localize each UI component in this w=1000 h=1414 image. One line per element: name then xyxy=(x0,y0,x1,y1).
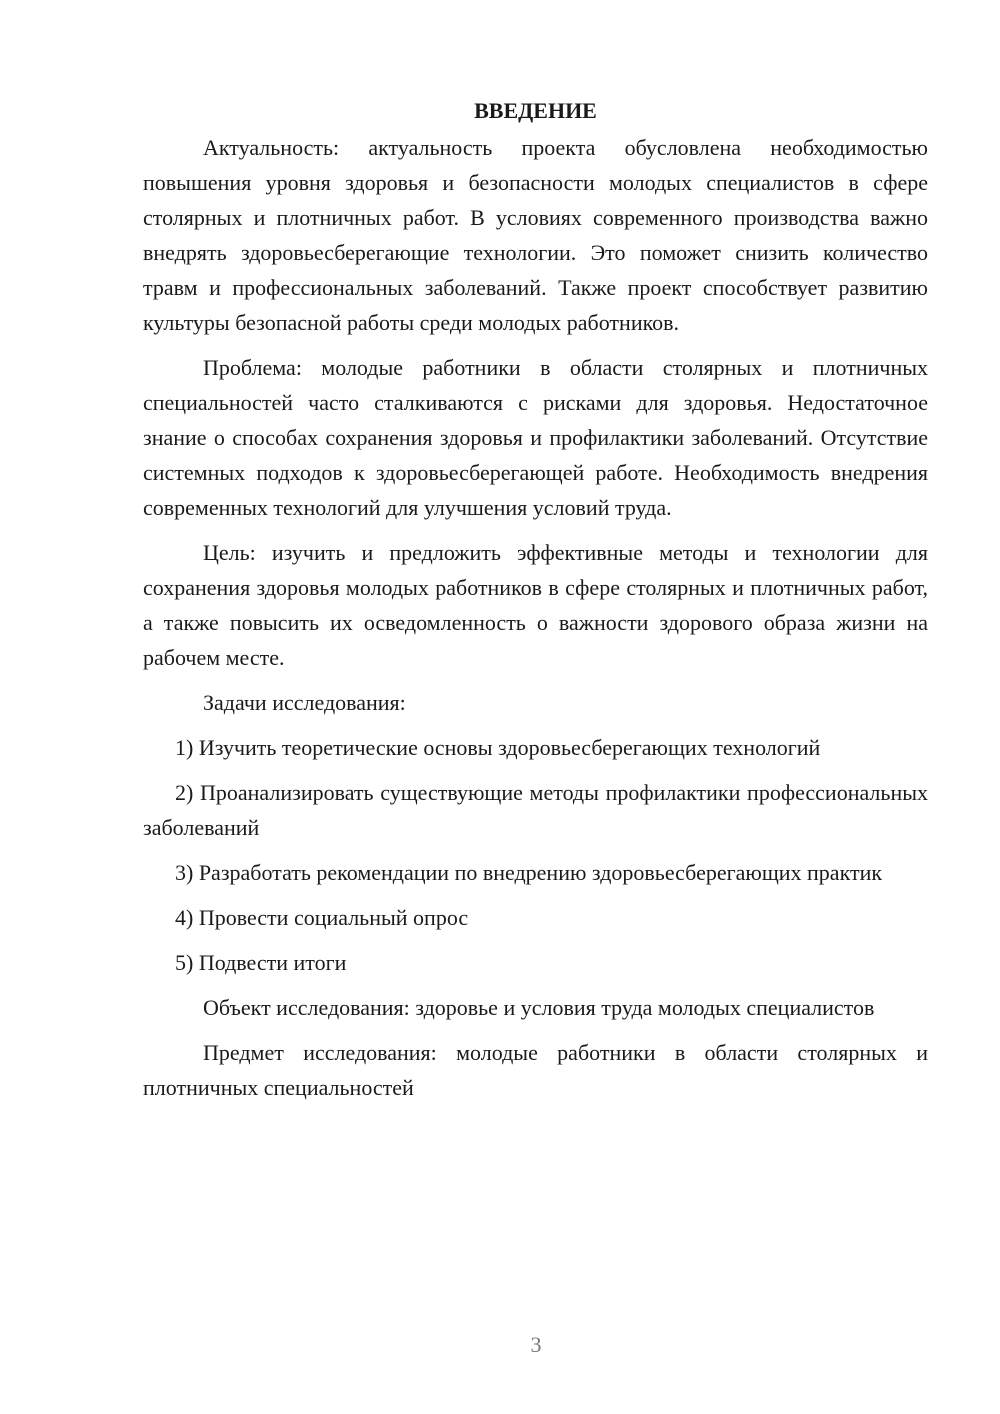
problem-paragraph: Проблема: молодые работники в области столярных и плотничных специальностей часто сталкиваются с рисками для здоровья. Недостаточное знание о способах сохранения здоровья и профилактики заболеваний. Отсутствие системных подходов к здоровьесберегающей работе. Необходимость внедрения современных технологий для улучшения условий труда. xyxy=(143,355,928,520)
page-number: 3 xyxy=(530,1332,542,1357)
page-content xyxy=(143,93,928,1115)
research-object-paragraph: Объект исследования: здоровье и условия труда молодых специалистов xyxy=(203,995,875,1020)
section-title: ВВЕДЕНИЕ xyxy=(474,98,597,123)
tasks-heading: Задачи исследования: xyxy=(203,690,406,715)
task-item-3: 3) Разработать рекомендации по внедрению здоровьесберегающих практик xyxy=(175,860,883,885)
task-item-1: 1) Изучить теоретические основы здоровьесберегающих технологий xyxy=(175,735,821,760)
relevance-paragraph: Актуальность: актуальность проекта обусловлена необходимостью повышения уровня здоровья и безопасности молодых специалистов в сфере столярных и плотничных работ. В условиях современного производства важно внедрять здоровьесберегающие технологии. Это поможет снизить количество травм и профессиональных заболеваний. Также проект способствует развитию культуры безопасной работы среди молодых работников. xyxy=(143,135,928,335)
goal-paragraph: Цель: изучить и предложить эффективные методы и технологии для сохранения здоровья молодых работников в сфере столярных и плотничных работ, а также повысить их осведомленность о важности здорового образа жизни на рабочем месте. xyxy=(143,540,928,670)
research-subject-paragraph: Предмет исследования: молодые работники в области столярных и плотничных специальностей xyxy=(143,1040,928,1100)
task-item-4: 4) Провести социальный опрос xyxy=(175,905,469,930)
task-item-2: 2) Проанализировать существующие методы профилактики профессиональных заболеваний xyxy=(143,780,928,840)
task-item-5: 5) Подвести итоги xyxy=(175,950,347,975)
